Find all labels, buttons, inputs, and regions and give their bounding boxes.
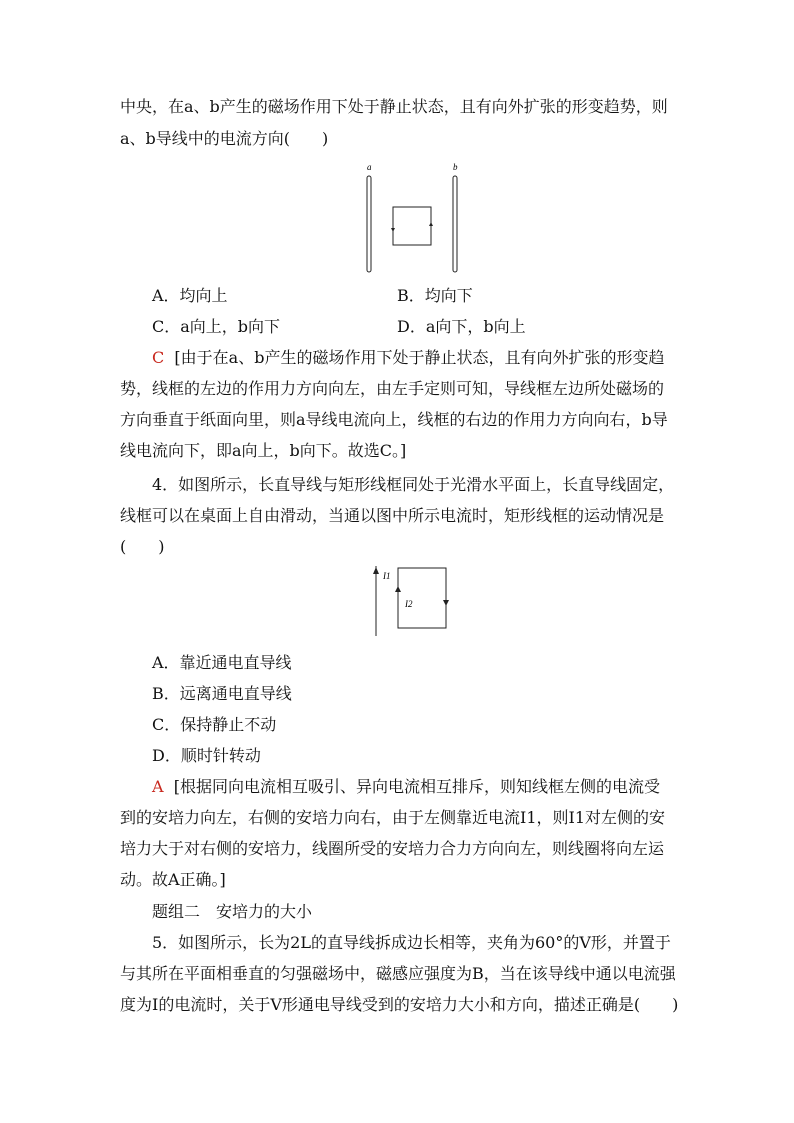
- q3-figure: [360, 160, 470, 280]
- q4-explanation-line-4: 动。故A正确。]: [120, 870, 226, 889]
- wire-a: [367, 176, 371, 272]
- q4-explanation-line-3: 培力大于对右侧的安培力，线圈所受的安培力合力方向向左，则线圈将向左运: [120, 839, 665, 858]
- q3-line-1: 中央，在a、b产生的磁场作用下处于静止状态，且有向外扩张的形变趋势，则: [120, 97, 668, 116]
- q5-line-2: 与其所在平面相垂直的匀强磁场中，磁感应强度为B，当在该导线中通以电流强: [120, 964, 676, 983]
- wire-frame: [393, 207, 431, 245]
- q3-explanation-line-3: 方向垂直于纸面向里，则a导线电流向上，线框的右边的作用力方向向右，b导: [120, 410, 668, 429]
- q3-option-b: B．均向下: [397, 286, 473, 305]
- q4-explanation-line-2: 到的安培力向左，右侧的安培力向右，由于左侧靠近电流I1，则I1对左侧的安: [120, 808, 666, 827]
- frame-right-arrow-icon: [429, 222, 433, 226]
- q5-line-3: 度为I的电流时，关于V形通电导线受到的安培力大小和方向，描述正确是( ): [120, 995, 679, 1014]
- q4-line-2: 线框可以在桌面上自由滑动，当通以图中所示电流时，矩形线框的运动情况是: [120, 506, 665, 525]
- q5-line-1: 5．如图所示，长为2L的直导线拆成边长相等，夹角为60°的V形，并置于: [152, 933, 671, 952]
- current-i1-label: I1: [383, 571, 391, 581]
- coil-left-arrow-icon: [395, 586, 401, 592]
- current-i2-label: I2: [405, 599, 413, 609]
- q3-explanation-text-1: [由于在a、b产生的磁场作用下处于静止状态，且有向外扩张的形变趋: [174, 348, 665, 367]
- q4-option-a: A．靠近通电直导线: [152, 653, 292, 672]
- wire-a-label: a: [367, 162, 372, 172]
- coil-right-arrow-icon: [443, 600, 449, 606]
- q4-option-b: B．远离通电直导线: [152, 684, 292, 703]
- q4-explanation-text-1: [根据同向电流相互吸引、异向电流相互排斥，则知线框左侧的电流受: [173, 777, 660, 796]
- q4-answer-letter: A: [152, 777, 164, 796]
- q4-explanation-line-1: [152, 777, 660, 797]
- frame-left-arrow-icon: [391, 228, 395, 232]
- q4-line-1: 4．如图所示，长直导线与矩形线框同处于光滑水平面上，长直导线固定，: [152, 475, 675, 494]
- q3-option-c: C．a向上，b向下: [152, 317, 281, 336]
- q3-option-a: A．均向上: [152, 286, 228, 305]
- q3-line-2: a、b导线中的电流方向( ): [120, 129, 329, 148]
- wire-b-label: b: [453, 162, 458, 172]
- section-heading: 题组二 安培力的大小: [152, 902, 313, 921]
- q4-option-d: D．顺时针转动: [152, 746, 261, 765]
- q4-line-3: ( ): [120, 537, 165, 556]
- rect-coil: [398, 568, 446, 628]
- wire-b: [453, 176, 457, 272]
- long-wire-arrow-icon: [373, 567, 379, 574]
- q3-explanation-line-2: 势，线框的左边的作用力方向向左，由左手定则可知，导线框左边所处磁场的: [120, 379, 665, 398]
- q3-explanation-line-4: 线电流向下，即a向上，b向下。故选C。]: [120, 441, 407, 460]
- q4-option-c: C．保持静止不动: [152, 715, 277, 734]
- q4-figure: [368, 562, 458, 642]
- q3-answer-letter: C: [152, 348, 165, 367]
- q3-option-d: D．a向下，b向上: [397, 317, 526, 336]
- q3-explanation-line-1: [152, 348, 664, 368]
